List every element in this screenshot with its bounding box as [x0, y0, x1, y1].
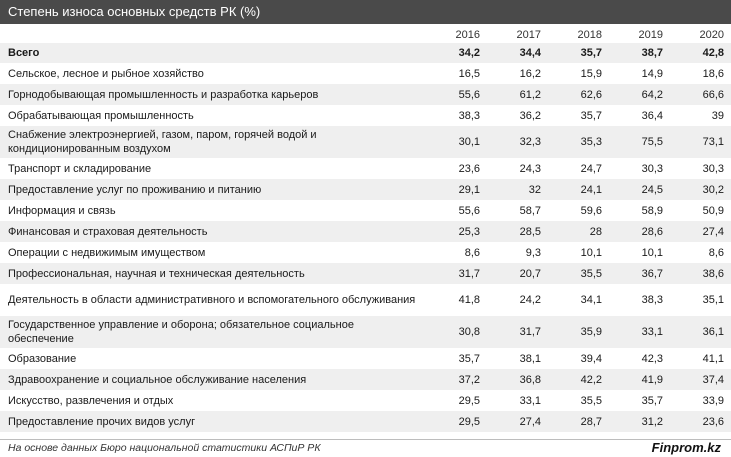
cell-value: 29,5	[458, 394, 480, 407]
column-header: 2016	[455, 28, 480, 41]
cell-value: 24,3	[519, 162, 541, 175]
cell-value: 8,6	[464, 246, 480, 259]
cell-value: 30,3	[702, 162, 724, 175]
cell-value: 34,4	[487, 43, 548, 63]
row-label: Предоставление прочих видов услуг	[0, 411, 426, 432]
cell-value: 39	[711, 109, 724, 122]
table-row-total	[0, 43, 731, 63]
table-row	[0, 316, 731, 348]
cell-value: 29,5	[426, 411, 487, 432]
cell-value: 16,2	[519, 67, 541, 80]
cell-value: 32	[487, 179, 548, 200]
cell-value: 24,1	[548, 179, 609, 200]
cell-value: 14,9	[641, 67, 663, 80]
column-header: 2017	[516, 28, 541, 41]
cell-value: 30,1	[426, 126, 487, 158]
cell-value: 37,4	[670, 369, 731, 390]
cell-value: 66,6	[670, 84, 731, 105]
cell-value: 33,9	[702, 394, 724, 407]
row-label: Снабжение электроэнергией, газом, паром, горячей водой и кондиционированным воздухом	[0, 126, 426, 158]
cell-value: 35,7	[548, 43, 609, 63]
cell-value: 29,1	[426, 179, 487, 200]
row-label: Здравоохранение и социальное обслуживание населения	[0, 369, 426, 390]
cell-value: 42,3	[641, 352, 663, 365]
table-row	[0, 221, 731, 242]
cell-value: 27,4	[487, 411, 548, 432]
cell-value: 36,1	[670, 316, 731, 348]
table-row	[0, 348, 731, 369]
cell-value: 38,3	[458, 109, 480, 122]
cell-value: 10,1	[580, 246, 602, 259]
row-label: Сельское, лесное и рыбное хозяйство	[8, 67, 204, 80]
table-row	[0, 242, 731, 263]
cell-value: 28	[548, 221, 609, 242]
table-row	[0, 84, 731, 105]
cell-value: 36,7	[609, 263, 670, 284]
header-blank	[0, 26, 426, 43]
row-label: Всего	[0, 43, 426, 63]
cell-value: 42,2	[548, 369, 609, 390]
row-label: Операции с недвижимым имуществом	[8, 246, 206, 259]
cell-value: 61,2	[487, 84, 548, 105]
cell-value: 24,7	[580, 162, 602, 175]
row-label: Государственное управление и оборона; обязательное социальное обеспечение	[0, 316, 426, 348]
table-row	[0, 105, 731, 126]
table-row	[0, 126, 731, 158]
table-body	[0, 43, 731, 432]
cell-value: 34,2	[426, 43, 487, 63]
row-label: Профессиональная, научная и техническая деятельность	[0, 263, 426, 284]
cell-value: 41,9	[609, 369, 670, 390]
row-label: Транспорт и складирование	[8, 162, 152, 175]
cell-value: 35,1	[702, 294, 724, 306]
table-row	[0, 284, 731, 316]
table-row	[0, 200, 731, 221]
cell-value: 33,1	[609, 316, 670, 348]
cell-value: 36,2	[519, 109, 541, 122]
cell-value: 41,1	[702, 352, 724, 365]
cell-value: 62,6	[548, 84, 609, 105]
cell-value: 75,5	[609, 126, 670, 158]
cell-value: 31,7	[487, 316, 548, 348]
row-label: Обрабатывающая промышленность	[8, 109, 194, 122]
row-label: Деятельность в области административного и вспомогательного обслуживания	[8, 294, 416, 306]
cell-value: 31,2	[609, 411, 670, 432]
cell-value: 38,7	[609, 43, 670, 63]
table-row	[0, 63, 731, 84]
row-label: Информация и связь	[8, 204, 116, 217]
cell-value: 38,1	[519, 352, 541, 365]
cell-value: 58,9	[641, 204, 663, 217]
cell-value: 35,5	[548, 263, 609, 284]
cell-value: 37,2	[426, 369, 487, 390]
cell-value: 30,3	[641, 162, 663, 175]
cell-value: 20,7	[487, 263, 548, 284]
footer	[0, 439, 731, 457]
row-label: Предоставление услуг по проживанию и питанию	[0, 179, 426, 200]
table-title: Степень износа основных средств РК (%)	[0, 0, 731, 24]
cell-value: 73,1	[670, 126, 731, 158]
cell-value: 55,6	[458, 204, 480, 217]
cell-value: 59,6	[580, 204, 602, 217]
cell-value: 32,3	[487, 126, 548, 158]
cell-value: 55,6	[426, 84, 487, 105]
cell-value: 50,9	[702, 204, 724, 217]
cell-value: 41,8	[458, 294, 480, 306]
cell-value: 15,9	[580, 67, 602, 80]
column-header: 2018	[577, 28, 602, 41]
cell-value: 36,4	[641, 109, 663, 122]
row-label: Искусство, развлечения и отдых	[8, 394, 174, 407]
cell-value: 24,5	[609, 179, 670, 200]
cell-value: 58,7	[519, 204, 541, 217]
cell-value: 35,5	[580, 394, 602, 407]
cell-value: 28,6	[609, 221, 670, 242]
table-row	[0, 369, 731, 390]
source-note: На основе данных Бюро национальной статистики АСПиР РК	[8, 442, 321, 454]
cell-value: 9,3	[525, 246, 541, 259]
cell-value: 34,1	[580, 294, 602, 306]
row-label: Финансовая и страховая деятельность	[0, 221, 426, 242]
row-label: Образование	[8, 352, 77, 365]
table-row	[0, 411, 731, 432]
cell-value: 23,6	[458, 162, 480, 175]
row-label: Горнодобывающая промышленность и разработка карьеров	[0, 84, 426, 105]
cell-value: 18,6	[702, 67, 724, 80]
table-row	[0, 263, 731, 284]
cell-value: 36,8	[487, 369, 548, 390]
cell-value: 38,3	[641, 294, 663, 306]
cell-value: 64,2	[609, 84, 670, 105]
cell-value: 8,6	[708, 246, 724, 259]
cell-value: 35,7	[641, 394, 663, 407]
cell-value: 28,5	[487, 221, 548, 242]
wear-table	[0, 26, 731, 432]
column-header: 2019	[638, 28, 663, 41]
cell-value: 38,6	[670, 263, 731, 284]
cell-value: 31,7	[426, 263, 487, 284]
cell-value: 35,9	[548, 316, 609, 348]
table-row	[0, 390, 731, 411]
header-row	[0, 26, 731, 43]
cell-value: 35,3	[548, 126, 609, 158]
cell-value: 27,4	[670, 221, 731, 242]
cell-value: 30,8	[426, 316, 487, 348]
cell-value: 42,8	[670, 43, 731, 63]
cell-value: 39,4	[580, 352, 602, 365]
table-row	[0, 179, 731, 200]
cell-value: 16,5	[458, 67, 480, 80]
cell-value: 10,1	[641, 246, 663, 259]
cell-value: 28,7	[548, 411, 609, 432]
column-header: 2020	[699, 28, 724, 41]
cell-value: 25,3	[426, 221, 487, 242]
table-row	[0, 158, 731, 179]
cell-value: 24,2	[519, 294, 541, 306]
cell-value: 35,7	[458, 352, 480, 365]
cell-value: 33,1	[519, 394, 541, 407]
cell-value: 30,2	[670, 179, 731, 200]
brand-logo: Finprom.kz	[651, 440, 721, 455]
cell-value: 23,6	[670, 411, 731, 432]
cell-value: 35,7	[580, 109, 602, 122]
